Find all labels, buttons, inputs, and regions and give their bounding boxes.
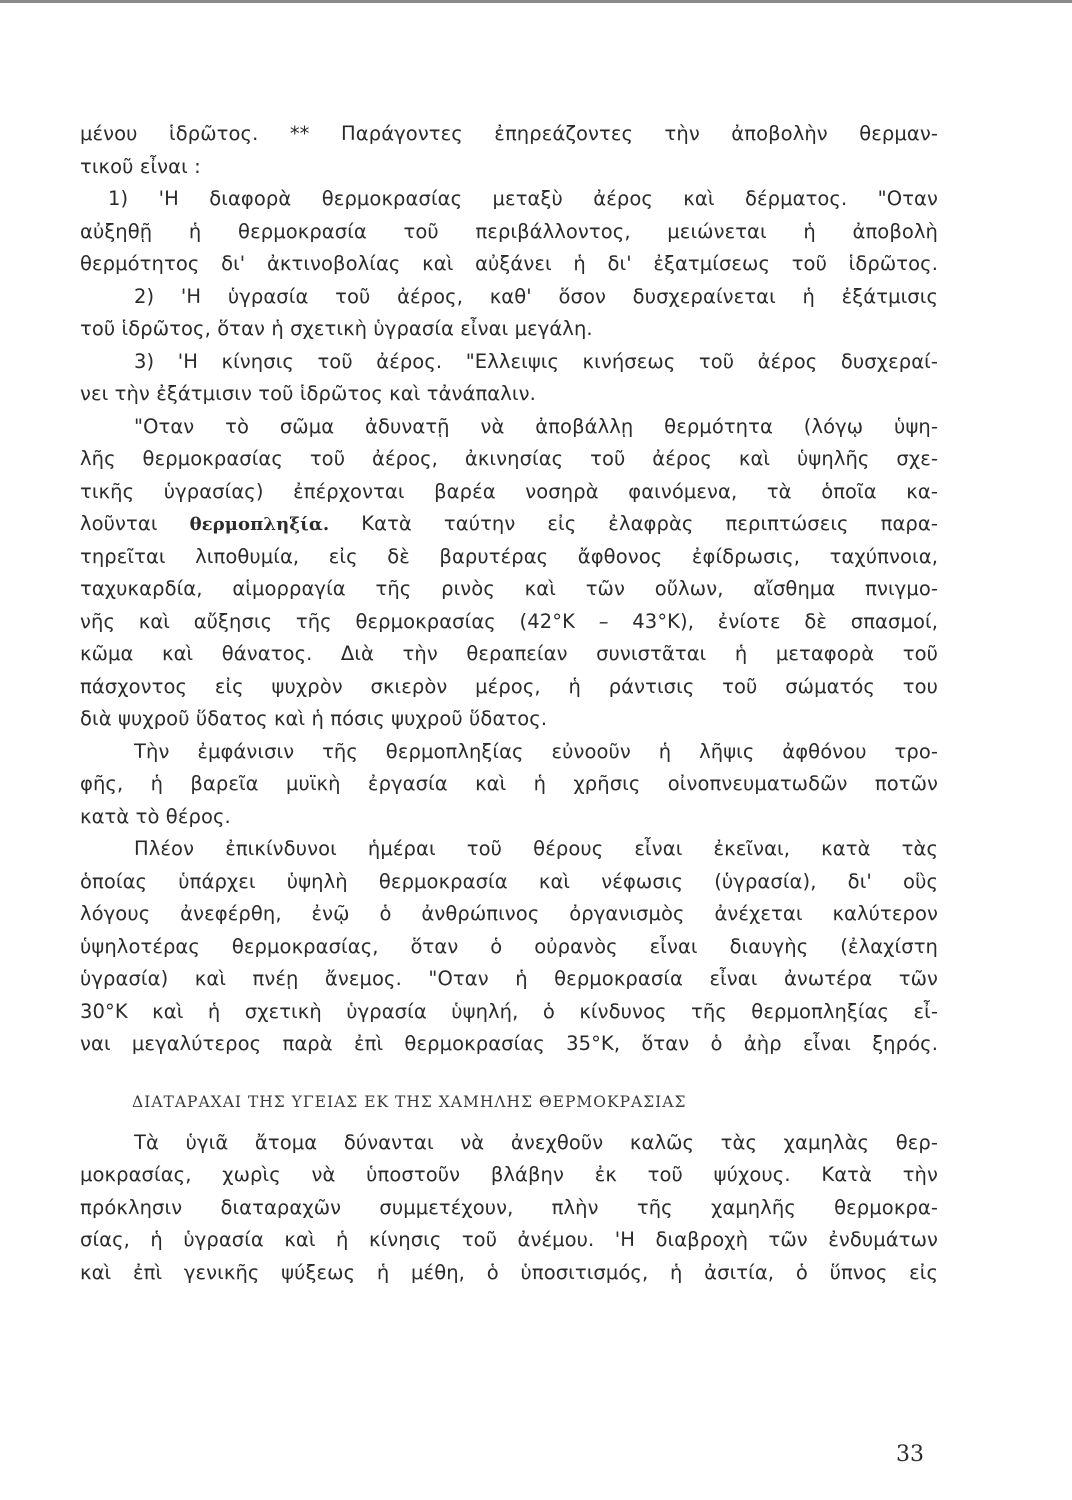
text-line: "Οταν τὸ σῶμα ἀδυνατῇ νὰ ἀποβάλλῃ θερμότητα (λόγῳ ὑψη- <box>134 414 938 438</box>
text-line: ὑγρασία) καὶ πνέῃ ἄνεμος. "Οταν ἡ θερμοκρασία εἶναι ἀνωτέρα τῶν <box>80 967 938 990</box>
text-line: 1) 'Η διαφορὰ θερμοκρασίας μεταξὺ ἀέρος καὶ δέρματος. "Οταν <box>108 187 938 210</box>
text-line: ταχυκαρδία, αἱμορραγία τῆς ρινὸς καὶ τῶν οὔλων, αἴσθημα πνιγμο- <box>80 577 938 600</box>
paragraph-low-temperature <box>80 1127 938 1290</box>
paragraph-heat-factors <box>80 118 938 411</box>
text-line: Πλέον ἐπικίνδυνοι ἡμέραι τοῦ θέρους εἶναι ἐκεῖναι, κατὰ τὰς <box>134 837 938 860</box>
text-line: ὑψηλοτέρας θερμοκρασίας, ὅταν ὁ οὐρανὸς εἶναι διαυγὴς (ἐλαχίστη <box>80 934 938 958</box>
text-line: 3) 'Η κίνησις τοῦ ἀέρος. "Ελλειψις κινήσεως τοῦ ἀέρος δυσχεραί- <box>134 349 938 373</box>
text-line: λόγους ἀνεφέρθη, ἐνῷ ὁ ἀνθρώπινος ὀργανισμὸς ἀνέχεται καλύτερον <box>80 902 938 925</box>
text-line: Τὴν ἐμφάνισιν τῆς θερμοπληξίας εὐνοοῦν ἡ λῆψις ἀφθόνου τρο- <box>134 739 938 763</box>
text-line: Τὰ ὑγιᾶ ἄτομα δύνανται νὰ ἀνεχθοῦν καλῶς τὰς χαμηλὰς θερ- <box>134 1130 938 1154</box>
text-line: 30°Κ καὶ ἡ σχετικὴ ὑγρασία ὑψηλή, ὁ κίνδυνος τῆς θερμοπληξίας εἶ- <box>80 999 938 1023</box>
paragraph-dangerous-days <box>80 833 938 1061</box>
text-line: νῆς καὶ αὔξησις τῆς θερμοκρασίας (42°Κ – 43°Κ), ἐνίοτε δὲ σπασμοί, <box>80 609 938 633</box>
text-line: καὶ ἐπὶ γενικῆς ψύξεως ἡ μέθη, ὁ ὑποσιτισμός, ἡ ἀσιτία, ὁ ὕπνος εἰς <box>80 1260 938 1284</box>
text-line: σίας, ἡ ὑγρασία καὶ ἡ κίνησις τοῦ ἀνέμου. 'Η διαβροχὴ τῶν ἐνδυμάτων <box>80 1228 938 1251</box>
text-line: τοῦ ἱδρῶτος, ὅταν ἡ σχετικὴ ὑγρασία εἶναι μεγάλη. <box>80 317 593 340</box>
paragraph-heatstroke <box>80 411 938 736</box>
text-line: θερμότητος δι' ἀκτινοβολίας καὶ αὐξάνει ἡ δι' ἐξατμίσεως τοῦ ἱδρῶτος. <box>80 252 938 275</box>
text-line: ὁποίας ὑπάρχει ὑψηλὴ θερμοκρασία καὶ νέφωσις (ὑγρασία), δι' οὓς <box>80 869 938 893</box>
text-line: φῆς, ἡ βαρεῖα μυϊκὴ ἐργασία καὶ ἡ χρῆσις οἰνοπνευματωδῶν ποτῶν <box>80 772 938 795</box>
text-fragment: Κατὰ ταύτην εἰς ἐλαφρὰς περιπτώσεις παρα- <box>329 512 938 535</box>
text-line: πρόκλησιν διαταραχῶν συμμετέχουν, πλὴν τῆς χαμηλῆς θερμοκρα- <box>80 1195 938 1219</box>
text-line: 2) 'Η ὑγρασία τοῦ ἀέρος, καθ' ὅσον δυσχεραίνεται ἡ ἐξάτμισις <box>134 284 938 308</box>
text-line: ναι μεγαλύτερος παρὰ ἐπὶ θερμοκρασίας 35°Κ, ὅταν ὁ ἀὴρ εἶναι ξηρός. <box>80 1032 938 1055</box>
text-line: μοκρασίας, χωρὶς νὰ ὑποστοῦν βλάβην ἐκ τοῦ ψύχους. Κατὰ τὴν <box>80 1163 938 1186</box>
text-line: τηρεῖται λιποθυμία, εἰς δὲ βαρυτέρας ἄφθονος ἐφίδρωσις, ταχύπνοια, <box>80 544 938 568</box>
paragraph-risk-factors <box>80 736 938 834</box>
page-number: 33 <box>896 1442 924 1467</box>
text-line: λῆς θερμοκρασίας τοῦ ἀέρος, ἀκινησίας τοῦ ἀέρος καὶ ὑψηλῆς σχε- <box>80 447 938 470</box>
text-line: διὰ ψυχροῦ ὕδατος καὶ ἡ πόσις ψυχροῦ ὕδατος. <box>80 707 548 730</box>
scan-top-edge <box>0 0 1072 3</box>
book-page <box>80 118 938 1289</box>
bold-term-heatstroke: θερμοπληξία. <box>189 514 330 535</box>
text-line: πάσχοντος εἰς ψυχρὸν σκιερὸν μέρος, ἡ ράντισις τοῦ σώματός του <box>80 674 938 698</box>
text-line: κατὰ τὸ θέρος. <box>80 804 231 828</box>
text-line: μένου ἱδρῶτος. ** Παράγοντες ἐπηρεάζοντες τὴν ἀποβολὴν θερμαν- <box>80 122 938 145</box>
text-line: αὐξηθῇ ἡ θερμοκρασία τοῦ περιβάλλοντος, μειώνεται ἡ ἀποβολὴ <box>80 219 938 243</box>
text-line: τικοῦ εἶναι : <box>80 154 201 178</box>
text-line: τικῆς ὑγρασίας) ἐπέρχονται βαρέα νοσηρὰ φαινόμενα, τὰ ὁποῖα κα- <box>80 479 938 503</box>
text-line: νει τὴν ἐξάτμισιν τοῦ ἱδρῶτος καὶ τἀνάπαλιν. <box>80 382 536 405</box>
section-heading: ΔΙΑΤΑΡΑΧΑΙ ΤΗΣ ΥΓΕΙΑΣ ΕΚ ΤΗΣ ΧΑΜΗΛΗΣ ΘΕΡΜΟΚΡΑΣΙΑΣ <box>132 1092 687 1111</box>
text-line-with-term <box>80 508 938 541</box>
text-line: κῶμα καὶ θάνατος. Διὰ τὴν θεραπείαν συνιστᾶται ἡ μεταφορὰ τοῦ <box>80 642 938 665</box>
text-fragment: λοῦνται <box>80 512 190 535</box>
